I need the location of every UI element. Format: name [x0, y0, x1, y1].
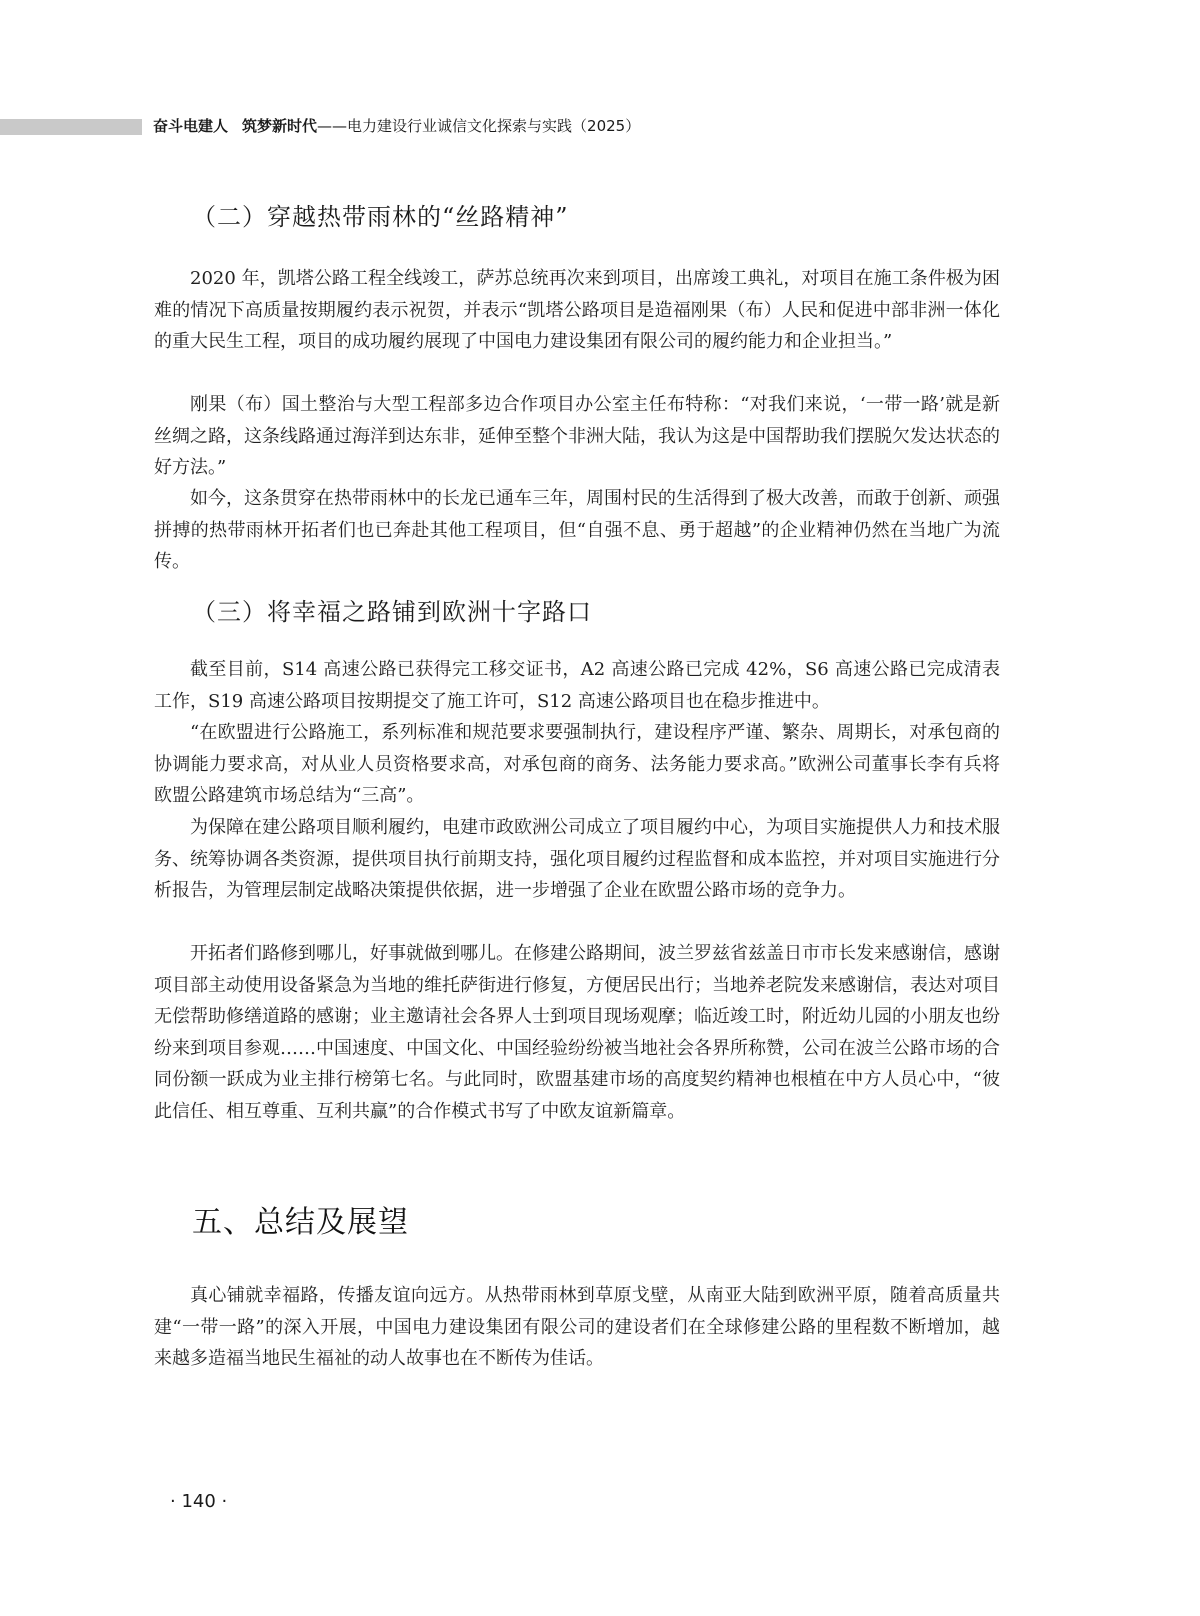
- paragraph: 截至目前，S14 高速公路已获得完工移交证书，A2 高速公路已完成 42%，S6 高速公路已完成清表工作，S19 高速公路项目按期提交了施工许可，S12 高速公路项目也在稳步推进中。: [154, 659, 1000, 712]
- paragraph: 如今，这条贯穿在热带雨林中的长龙已通车三年，周围村民的生活得到了极大改善，而敢于创新、顽强拼搏的热带雨林开拓者们也已奔赴其他工程项目，但“自强不息、勇于超越”的企业精神仍然在当地广为流传。: [154, 488, 1000, 572]
- section-heading-3: （三）将幸福之路铺到欧洲十字路口: [192, 598, 592, 626]
- paragraph: 为保障在建公路项目顺利履约，电建市政欧洲公司成立了项目履约中心，为项目实施提供人力和技术服务、统筹协调各类资源，提供项目执行前期支持，强化项目履约过程监督和成本监控，并对项目实施进行分析报告，为管理层制定战略决策提供依据，进一步增强了企业在欧盟公路市场的竞争力。: [154, 817, 1000, 901]
- header-decor-bar: [0, 119, 142, 135]
- paragraph: 2020 年，凯塔公路工程全线竣工，萨苏总统再次来到项目，出席竣工典礼，对项目在施工条件极为困难的情况下高质量按期履约表示祝贺，并表示“凯塔公路项目是造福刚果（布）人民和促进中部非洲一体化的重大民生工程，项目的成功履约展现了中国电力建设集团有限公司的履约能力和企业担当。”: [154, 268, 1000, 352]
- book-subtitle: 筑梦新时代: [242, 117, 318, 135]
- paragraph: “在欧盟进行公路施工，系列标准和规范要求要强制执行，建设程序严谨、繁杂、周期长，对承包商的协调能力要求高，对从业人员资格要求高，对承包商的商务、法务能力要求高。”欧洲公司董事长李有兵将欧盟公路建筑市场总结为“三高”。: [154, 722, 1000, 806]
- section-heading-2: （二）穿越热带雨林的“丝路精神”: [192, 203, 569, 231]
- series-title: ——电力建设行业诚信文化探索与实践（2025）: [317, 117, 641, 135]
- running-header: [153, 115, 640, 137]
- paragraph: 真心铺就幸福路，传播友谊向远方。从热带雨林到草原戈壁，从南亚大陆到欧洲平原，随着高质量共建“一带一路”的深入开展，中国电力建设集团有限公司的建设者们在全球修建公路的里程数不断增加，越来越多造福当地民生福祉的动人故事也在不断传为佳话。: [154, 1285, 1000, 1369]
- chapter-heading-5: 五、总结及展望: [192, 1205, 409, 1240]
- page-number: · 140 ·: [170, 1491, 228, 1512]
- paragraph: 刚果（布）国土整治与大型工程部多边合作项目办公室主任布特称：“对我们来说，‘一带一路’就是新丝绸之路，这条线路通过海洋到达东非，延伸至整个非洲大陆，我认为这是中国帮助我们摆脱欠发达状态的好方法。”: [154, 394, 1000, 478]
- paragraph: 开拓者们路修到哪儿，好事就做到哪儿。在修建公路期间，波兰罗兹省兹盖日市市长发来感谢信，感谢项目部主动使用设备紧急为当地的维托萨街进行修复，方便居民出行；当地养老院发来感谢信，表达对项目无偿帮助修缮道路的感谢；业主邀请社会各界人士到项目现场观摩；临近竣工时，附近幼儿园的小朋友也纷纷来到项目参观……中国速度、中国文化、中国经验纷纷被当地社会各界所称赞，公司在波兰公路市场的合同份额一跃成为业主排行榜第七名。与此同时，欧盟基建市场的高度契约精神也根植在中方人员心中，“彼此信任、相互尊重、互利共赢”的合作模式书写了中欧友谊新篇章。: [154, 943, 1000, 1122]
- book-title: 奋斗电建人: [153, 117, 229, 135]
